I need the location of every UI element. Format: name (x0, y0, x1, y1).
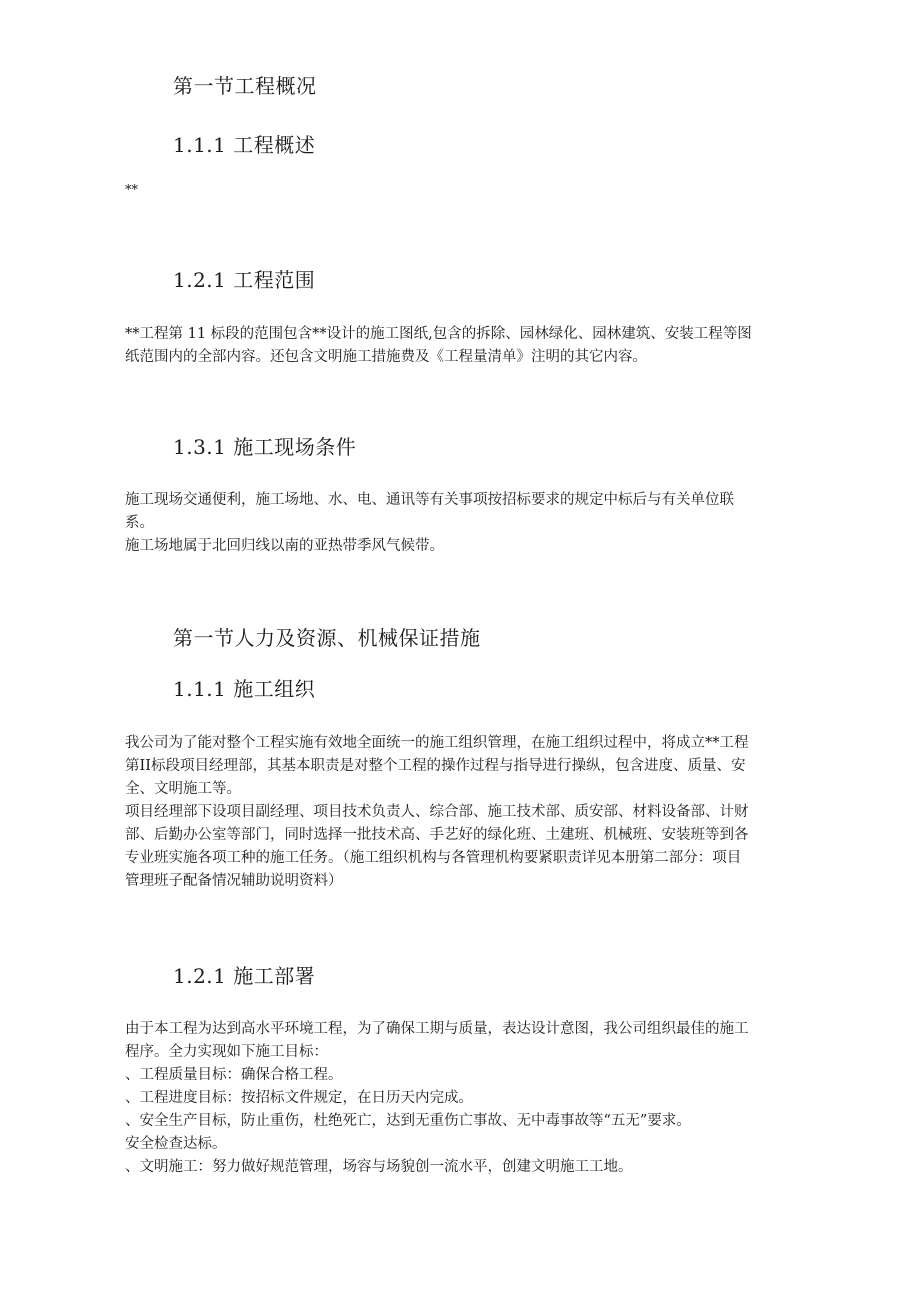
deployment-line: 由于本工程为达到高水平环境工程，为了确保工期与质量，表达设计意图，我公司组织最佳的施工 (125, 1021, 749, 1037)
scope-line: 纸范围内的全部内容。还包含文明施工措施费及《工程量清单》注明的其它内容。 (125, 349, 647, 365)
deployment-line: 、安全生产目标，防止重伤，杜绝死亡，达到无重伤亡事故、无中毒事故等“五无”要求。 (125, 1113, 691, 1129)
subsection-title-site-conditions: 1.3.1 施工现场条件 (173, 435, 357, 459)
organization-line: 第II标段项目经理部，其基本职责是对整个工程的操作过程与指导进行操纵，包含进度、质量、安 (125, 758, 746, 774)
subsection-title-scope: 1.2.1 工程范围 (173, 268, 316, 292)
overview-desc-content: ** (125, 183, 138, 198)
organization-line: 专业班实施各项工种的施工任务。（施工组织机构与各管理机构要紧职责详见本册第二部分：项目 (125, 850, 742, 866)
section-title-resources: 第一节人力及资源、机械保证措施 (173, 626, 481, 650)
scope-line: **工程第 11 标段的范围包含**设计的施工图纸,包含的拆除、园林绿化、园林建筑、安装工程等图 (125, 326, 752, 342)
organization-paragraph (125, 732, 797, 893)
deployment-line: 、文明施工：努力做好规范管理，场容与场貌创一流水平，创建文明施工工地。 (125, 1159, 633, 1175)
scope-paragraph (125, 323, 797, 369)
organization-line: 项目经理部下设项目副经理、项目技术负责人、综合部、施工技术部、质安部、材料设备部、计财 (125, 804, 749, 820)
organization-line: 部、后勤办公室等部门，同时选择一批技术高、手艺好的绿化班、土建班、机械班、安装班等到各 (125, 827, 749, 843)
subsection-title-overview-desc: 1.1.1 工程概述 (173, 133, 316, 157)
site-line: 施工场地属于北回归线以南的亚热带季风气候带。 (125, 538, 444, 554)
deployment-line: 、工程质量目标：确保合格工程。 (125, 1067, 343, 1083)
site-conditions-paragraph (125, 489, 797, 558)
subsection-title-deployment: 1.2.1 施工部署 (173, 964, 316, 988)
deployment-line: 安全检查达标。 (125, 1136, 227, 1152)
organization-line: 全、文明施工等。 (125, 781, 241, 797)
site-line: 系。 (125, 515, 154, 531)
section-title-overview: 第一节工程概况 (173, 74, 317, 98)
organization-line: 我公司为了能对整个工程实施有效地全面统一的施工组织管理，在施工组织过程中，将成立**工程 (125, 735, 749, 751)
deployment-line: 、工程进度目标：按招标文件规定，在日历天内完成。 (125, 1090, 473, 1106)
deployment-line: 程序。全力实现如下施工目标： (125, 1044, 328, 1060)
organization-line: 管理班子配备情况辅助说明资料） (125, 873, 343, 889)
deployment-paragraph (125, 1018, 797, 1179)
subsection-title-organization: 1.1.1 施工组织 (173, 677, 316, 701)
site-line: 施工现场交通便利，施工场地、水、电、通讯等有关事项按招标要求的规定中标后与有关单位联 (125, 492, 734, 508)
